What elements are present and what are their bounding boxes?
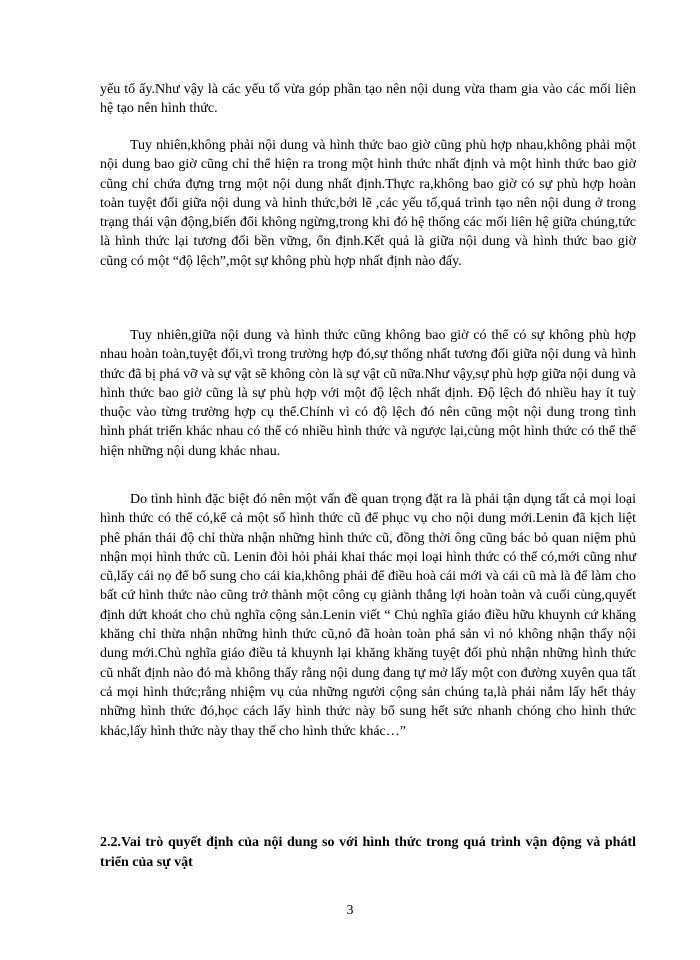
paragraph-relative-unity: Tuy nhiên,giữa nội dung và hình thức cũng không bao giờ có thể có sự không phù hợp nhau hoàn toàn,tuyệt đối,vì trong trường hợp đó,sự thống nhất tương đối giữa nội dung và hình thức đã bị phá vỡ và sự vật sẽ không còn là sự vật cũ nữa.Như vậy,sự phù hợp giữa nội dung và hình thức bao giờ cũng là sự phù hợp với một độ lệch nhất định. Độ lệch đó nhiều hay ít tuỳ thuộc vào từng trường hợp cụ thể.Chính vì có độ lệch đó nên cũng một nội dung trong tình hình phát triển khác nhau có thể có nhiều hình thức và ngược lại,cùng một hình thức có thể thể hiện những nội dung khác nhau. — [100, 328, 636, 459]
page-number: 3 — [346, 903, 354, 918]
paragraph-lenin-quote: Do tình hình đặc biệt đó nên một vấn đề quan trọng đặt ra là phải tận dụng tất cả mọi loại hình thức có thể có,kể cả một số hình thức cũ để phục vụ cho nội dung mới.Lenin đã kịch liệt phê phán thái độ chỉ thừa nhận những hình thức cũ, đồng thời ông cũng bác bỏ quan niệm phủ nhận mọi hình thức cũ. Lenin đòi hỏi phải khai thác mọi loại hình thức có thể có,mới cũng như cũ,lấy cái nọ để bổ sung cho cái kia,không phải để điều hoà cái mới và cái cũ mà là để làm cho bất cứ hình thức nào cũng trở thành một công cụ giành thắng lợi hoàn toàn và cuối cùng,quyết định dứt khoát cho chủ nghĩa cộng sản.Lenin viết “ Chủ nghĩa giáo điều hữu khuynh cứ khăng khăng chỉ thừa nhận những hình thức cũ,nó đã hoàn toàn phá sản vì nó không nhận thấy nội dung mới.Chủ nghĩa giáo điều tả khuynh lại khăng khăng tuyệt đối phủ nhận những hình thức cũ nhất định nào đó mà không thấy rằng nội dung đang tự mở lấy một con đường xuyên qua tất cả mọi hình thức;rằng nhiệm vụ của những người cộng sản chúng ta,là phải nắm lấy hết thảy những hình thức đó,học cách lấy hình thức này bổ sung hết sức nhanh chóng cho hình thức khác,lấy hình thức này thay thế cho hình thức khác…” — [100, 492, 636, 739]
paragraph-form-content-mismatch: Tuy nhiên,không phải nội dung và hình thức bao giờ cũng phù hợp nhau,không phải một nội dung bao giờ cũng chỉ thể hiện ra trong một hình thức nhất định và một hình thức bao giờ cũng chỉ chứa đựng trng một nội dung nhất định.Thực ra,không bao giờ có sự phù hợp hoàn toàn tuyệt đối giữa nội dung và hình thức,bởi lẽ ,các yếu tố,quá trình tạo nên nội dung ở trong trạng thái vận động,biến đổi không ngừng,trong khi đó hệ thống các mối liên hệ giữa chúng,tức là hình thức lại tương đối bền vững, ổn định.Kết quả là giữa nội dung và hình thức bao giờ cũng có một “độ lệch”,một sự không phù hợp nhất định nào đấy. — [100, 138, 636, 269]
section-heading: 2.2.Vai trò quyết định của nội dung so với hình thức trong quá trình vận động và phátl triển của sự vật — [100, 835, 636, 870]
paragraph-continuation: yếu tố ấy.Như vậy là các yếu tố vừa góp phần tạo nên nội dung vừa tham gia vào các mối liên hệ tạo nên hình thức. — [100, 82, 636, 117]
